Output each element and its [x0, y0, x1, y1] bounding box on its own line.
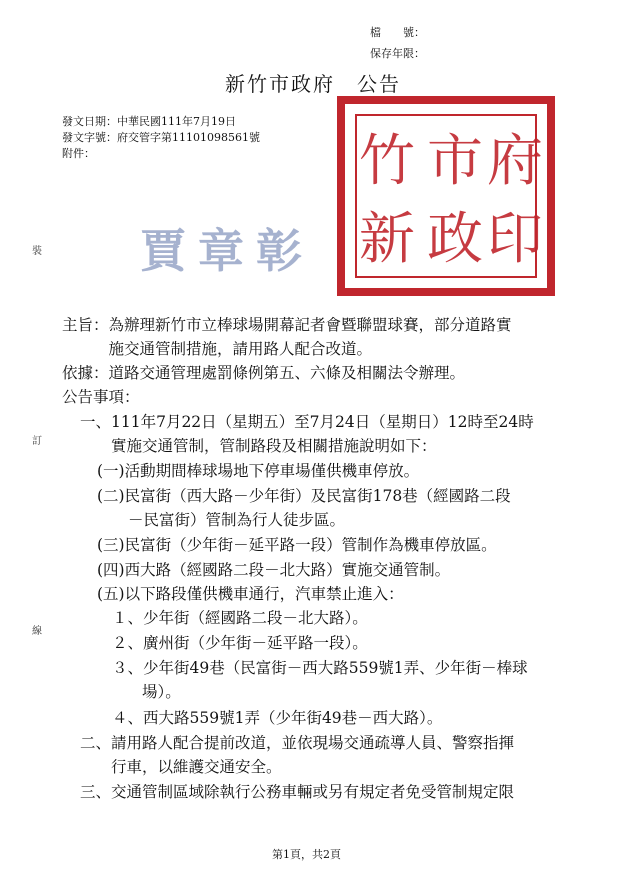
document-title: 新竹市政府 公告 [225, 72, 401, 96]
file-number-label: 檔 號： [370, 26, 425, 39]
road-item-2: ２、廣州街（少年街－延平路一段）。 [112, 634, 368, 652]
attachment-label: 附件： [62, 147, 95, 160]
binding-mark-top: 裝 [32, 246, 42, 257]
road-item-4: ４、西大路559號1弄（少年街49巷－西大路）。 [112, 709, 443, 727]
official-seal [337, 96, 555, 296]
sub-item-1: (一)活動期間棒球場地下停車場僅供機車停放。 [97, 462, 420, 480]
seal-character: 市 [427, 129, 483, 194]
legal-basis: 依據：道路交通管理處罰條例第五、六條及相關法令辦理。 [62, 364, 466, 382]
sub-item-2-line-2: －民富街）管制為行人徒步區。 [128, 511, 346, 529]
binding-mark-middle: 訂 [32, 436, 42, 447]
item-2-line-1: 二、請用路人配合提前改道，並依現場交通疏導人員、警察指揮 [80, 734, 515, 752]
sub-item-5: (五)以下路段僅供機車通行，汽車禁止進入： [97, 585, 404, 603]
seal-character: 竹 [359, 129, 415, 194]
purpose-line-1: 主旨：為辦理新竹市立棒球場開幕記者會暨聯盟球賽，部分道路實 [62, 316, 512, 334]
seal-character: 政 [427, 207, 483, 272]
purpose-line-2: 施交通管制措施，請用路人配合改道。 [62, 340, 373, 358]
binding-mark-bottom: 線 [32, 626, 42, 637]
sub-item-2-line-1: (二)民富街（西大路－少年街）及民富街178巷（經國路二段 [97, 487, 511, 505]
item-1-line-1: 一、111年7月22日（星期五）至7月24日（星期日）12時至24時 [80, 413, 534, 431]
sub-item-4: (四)西大路（經國路二段－北大路）實施交通管制。 [97, 561, 451, 579]
item-2-line-2: 行車，以維護交通安全。 [111, 758, 282, 776]
sub-item-3: (三)民富街（少年街－延平路一段）管制作為機車停放區。 [97, 536, 497, 554]
road-item-3-line-1: ３、少年街49巷（民富街－西大路559號1弄、少年街－棒球 [112, 659, 528, 677]
issue-date: 發文日期：中華民國111年7月19日 [62, 115, 236, 128]
seal-character: 府 [487, 129, 543, 194]
official-signature-stamp: 賈章彰 [140, 224, 314, 278]
retention-period-label: 保存年限： [370, 47, 425, 60]
item-3-line-1: 三、交通管制區域除執行公務車輛或另有規定者免受管制規定限 [80, 783, 515, 801]
page-number: 第1頁，共2頁 [272, 848, 341, 861]
road-item-3-line-2: 場）。 [142, 683, 181, 701]
item-1-line-2: 實施交通管制，管制路段及相關措施說明如下： [111, 437, 437, 455]
document-number: 發文字號：府交管字第11101098561號 [62, 131, 260, 144]
seal-character: 印 [487, 207, 543, 272]
seal-character: 新 [359, 207, 415, 272]
announcement-items-label: 公告事項： [62, 388, 140, 406]
road-item-1: １、少年街（經國路二段－北大路）。 [112, 609, 368, 627]
